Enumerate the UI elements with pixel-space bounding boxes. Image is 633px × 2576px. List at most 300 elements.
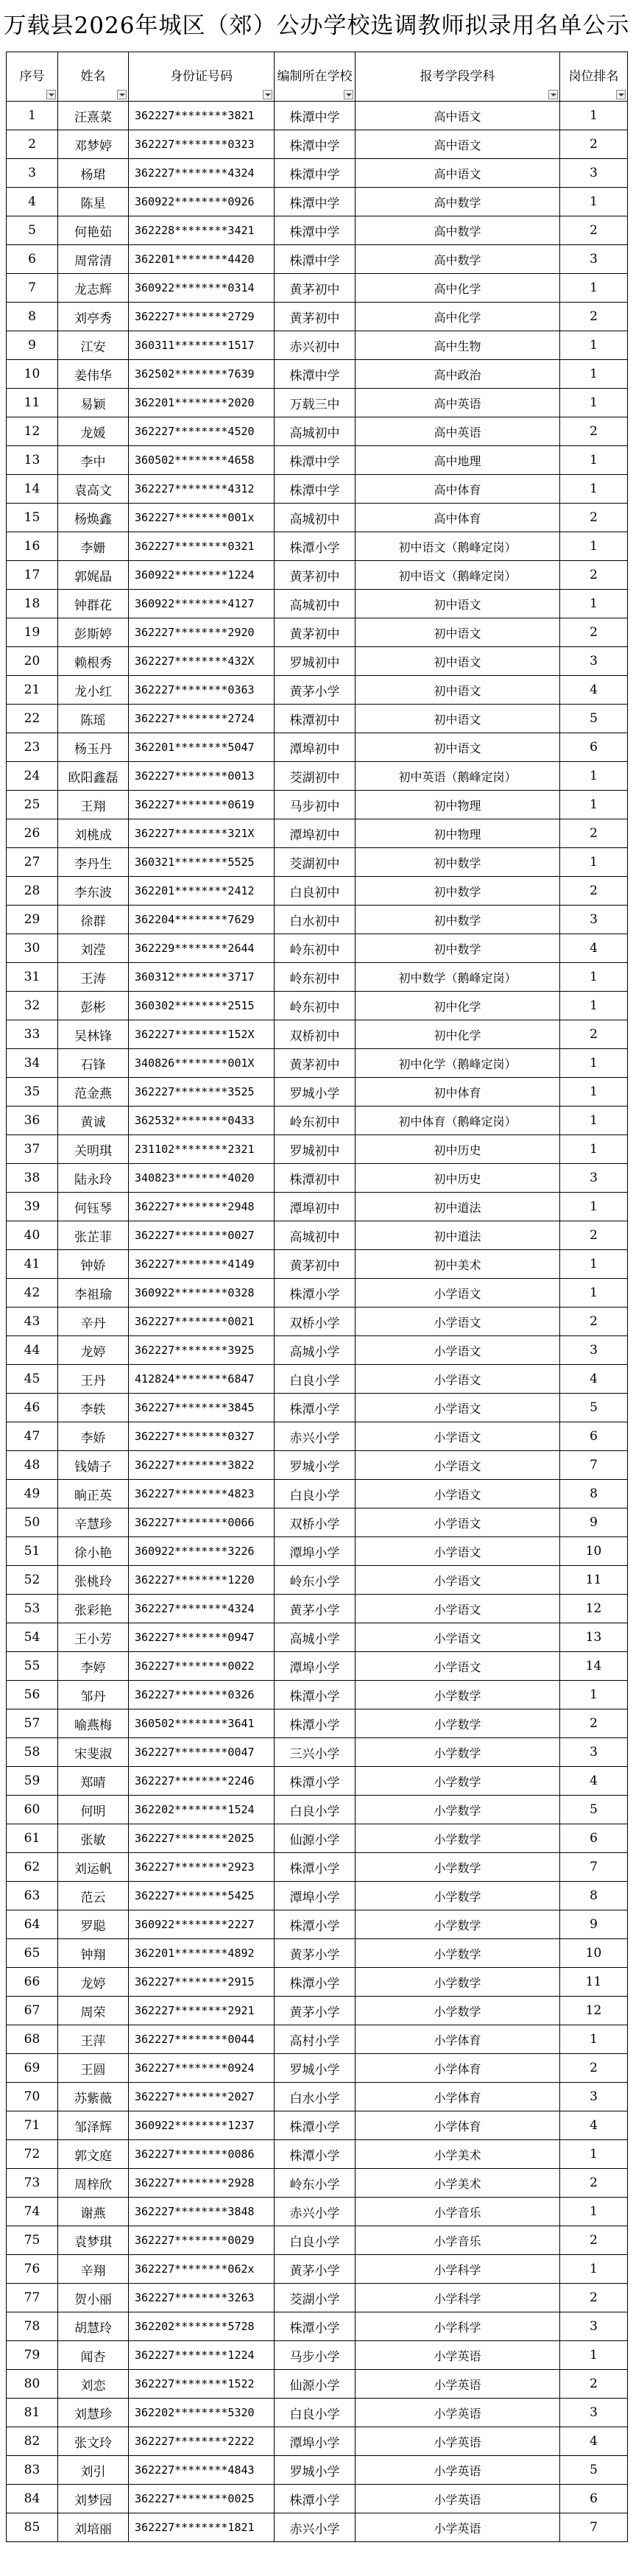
cell-seq: 10 bbox=[7, 360, 58, 389]
cell-name: 刘运帆 bbox=[58, 1853, 129, 1882]
cell-rank: 1 bbox=[560, 331, 628, 360]
table-row bbox=[7, 2255, 628, 2284]
cell-subject: 初中数学 bbox=[356, 848, 560, 877]
cell-id: 362227********2948 bbox=[129, 1193, 275, 1221]
cell-rank: 8 bbox=[560, 1882, 628, 1910]
cell-id: 362227********3848 bbox=[129, 2198, 275, 2226]
cell-subject: 小学体育 bbox=[356, 2083, 560, 2111]
cell-school: 潭埠初中 bbox=[275, 1193, 356, 1221]
table-row bbox=[7, 1767, 628, 1796]
filter-dropdown-icon[interactable] bbox=[616, 90, 626, 99]
cell-seq: 69 bbox=[7, 2054, 58, 2083]
cell-seq: 35 bbox=[7, 1078, 58, 1107]
cell-subject: 高中数学 bbox=[356, 245, 560, 274]
table-row bbox=[7, 1738, 628, 1767]
cell-name: 张敏 bbox=[58, 1824, 129, 1853]
table-row bbox=[7, 2284, 628, 2312]
cell-subject: 初中历史 bbox=[356, 1135, 560, 1164]
cell-name: 龙志辉 bbox=[58, 274, 129, 303]
cell-school: 株潭初中 bbox=[275, 705, 356, 733]
cell-subject: 小学语文 bbox=[356, 1537, 560, 1566]
cell-subject: 高中语文 bbox=[356, 102, 560, 130]
cell-seq: 71 bbox=[7, 2111, 58, 2140]
cell-subject: 小学体育 bbox=[356, 2025, 560, 2054]
cell-rank: 3 bbox=[560, 647, 628, 676]
cell-school: 黄茅小学 bbox=[275, 1595, 356, 1623]
cell-school: 株潭小学 bbox=[275, 1853, 356, 1882]
cell-id: 362227********4843 bbox=[129, 2456, 275, 2485]
cell-rank: 2 bbox=[560, 2054, 628, 2083]
cell-seq: 55 bbox=[7, 1652, 58, 1681]
cell-rank: 8 bbox=[560, 1480, 628, 1508]
cell-subject: 初中数学 bbox=[356, 906, 560, 934]
cell-seq: 78 bbox=[7, 2312, 58, 2341]
table-row bbox=[7, 389, 628, 417]
table-row bbox=[7, 1824, 628, 1853]
cell-subject: 初中化学 bbox=[356, 992, 560, 1020]
cell-seq: 17 bbox=[7, 561, 58, 590]
cell-name: 郑晴 bbox=[58, 1767, 129, 1796]
cell-seq: 45 bbox=[7, 1365, 58, 1394]
cell-subject: 高中语文 bbox=[356, 159, 560, 188]
cell-id: 362227********1220 bbox=[129, 1566, 275, 1595]
cell-rank: 1 bbox=[560, 590, 628, 618]
cell-name: 谢燕 bbox=[58, 2198, 129, 2226]
header-rank-label: 岗位排名 bbox=[568, 69, 619, 84]
cell-id: 362227********4312 bbox=[129, 475, 275, 504]
table-row bbox=[7, 1365, 628, 1394]
cell-name: 刘培丽 bbox=[58, 2513, 129, 2542]
cell-school: 岭东初中 bbox=[275, 1107, 356, 1135]
cell-seq: 65 bbox=[7, 1939, 58, 1968]
cell-school: 潭埠初中 bbox=[275, 819, 356, 848]
cell-subject: 初中道法 bbox=[356, 1221, 560, 1250]
table-row bbox=[7, 1078, 628, 1107]
cell-rank: 1 bbox=[560, 2025, 628, 2054]
cell-seq: 31 bbox=[7, 963, 58, 992]
table-row bbox=[7, 417, 628, 446]
cell-school: 高城初中 bbox=[275, 1221, 356, 1250]
cell-name: 李中 bbox=[58, 446, 129, 475]
table-row bbox=[7, 2169, 628, 2198]
cell-rank: 6 bbox=[560, 1824, 628, 1853]
cell-subject: 初中语文 bbox=[356, 618, 560, 647]
cell-name: 晌正英 bbox=[58, 1480, 129, 1508]
header-seq bbox=[7, 52, 58, 102]
cell-name: 赖根秀 bbox=[58, 647, 129, 676]
cell-school: 白良小学 bbox=[275, 1480, 356, 1508]
cell-subject: 高中体育 bbox=[356, 504, 560, 532]
cell-school: 黄茅小学 bbox=[275, 2255, 356, 2284]
cell-rank: 1 bbox=[560, 188, 628, 216]
cell-school: 高城小学 bbox=[275, 1623, 356, 1652]
cell-id: 362227********0326 bbox=[129, 1681, 275, 1709]
header-subject bbox=[356, 52, 560, 102]
cell-id: 362227********0363 bbox=[129, 676, 275, 705]
filter-dropdown-icon[interactable] bbox=[117, 90, 127, 99]
cell-name: 王丹 bbox=[58, 1365, 129, 1394]
cell-rank: 1 bbox=[560, 963, 628, 992]
cell-seq: 60 bbox=[7, 1796, 58, 1824]
cell-subject: 小学数学 bbox=[356, 1910, 560, 1939]
cell-name: 张彩艳 bbox=[58, 1595, 129, 1623]
table-row bbox=[7, 331, 628, 360]
cell-seq: 85 bbox=[7, 2513, 58, 2542]
cell-rank: 2 bbox=[560, 1221, 628, 1250]
cell-rank: 1 bbox=[560, 848, 628, 877]
cell-id: 362227********2729 bbox=[129, 303, 275, 331]
filter-dropdown-icon[interactable] bbox=[344, 90, 353, 99]
cell-seq: 48 bbox=[7, 1451, 58, 1480]
table-row bbox=[7, 992, 628, 1020]
cell-id: 362227********2921 bbox=[129, 1997, 275, 2025]
cell-seq: 79 bbox=[7, 2341, 58, 2370]
cell-rank: 3 bbox=[560, 245, 628, 274]
cell-school: 茭湖初中 bbox=[275, 762, 356, 791]
cell-name: 龙媛 bbox=[58, 417, 129, 446]
cell-id: 362227********2923 bbox=[129, 1853, 275, 1882]
cell-name: 王涛 bbox=[58, 963, 129, 992]
header-seq-label: 序号 bbox=[19, 69, 45, 84]
table-row bbox=[7, 2341, 628, 2370]
cell-subject: 初中化学（鹅峰定岗） bbox=[356, 1049, 560, 1078]
cell-id: 362227********4823 bbox=[129, 1480, 275, 1508]
table-row bbox=[7, 216, 628, 245]
cell-rank: 14 bbox=[560, 1652, 628, 1681]
cell-seq: 75 bbox=[7, 2226, 58, 2255]
table-row bbox=[7, 1508, 628, 1537]
cell-school: 株潭小学 bbox=[275, 2140, 356, 2169]
cell-id: 360922********1237 bbox=[129, 2111, 275, 2140]
cell-subject: 小学数学 bbox=[356, 1796, 560, 1824]
cell-id: 362227********0323 bbox=[129, 130, 275, 159]
cell-rank: 2 bbox=[560, 2370, 628, 2399]
cell-rank: 11 bbox=[560, 1968, 628, 1997]
cell-rank: 2 bbox=[560, 303, 628, 331]
cell-rank: 1 bbox=[560, 102, 628, 130]
cell-name: 袁梦琪 bbox=[58, 2226, 129, 2255]
cell-name: 刘滢 bbox=[58, 934, 129, 963]
cell-school: 双桥小学 bbox=[275, 1508, 356, 1537]
cell-school: 高城初中 bbox=[275, 417, 356, 446]
cell-seq: 63 bbox=[7, 1882, 58, 1910]
table-row bbox=[7, 1910, 628, 1939]
table-row bbox=[7, 848, 628, 877]
cell-rank: 4 bbox=[560, 934, 628, 963]
cell-seq: 24 bbox=[7, 762, 58, 791]
cell-school: 赤兴小学 bbox=[275, 2513, 356, 2542]
cell-subject: 小学数学 bbox=[356, 1939, 560, 1968]
cell-school: 白良初中 bbox=[275, 877, 356, 906]
cell-subject: 初中语文（鹅峰定岗） bbox=[356, 532, 560, 561]
cell-id: 360311********1517 bbox=[129, 331, 275, 360]
cell-seq: 22 bbox=[7, 705, 58, 733]
cell-subject: 小学语文 bbox=[356, 1308, 560, 1336]
cell-school: 白良小学 bbox=[275, 1365, 356, 1394]
cell-school: 岭东小学 bbox=[275, 2169, 356, 2198]
cell-name: 闻杏 bbox=[58, 2341, 129, 2370]
cell-rank: 1 bbox=[560, 2341, 628, 2370]
cell-subject: 初中历史 bbox=[356, 1164, 560, 1193]
cell-seq: 68 bbox=[7, 2025, 58, 2054]
cell-school: 万载三中 bbox=[275, 389, 356, 417]
cell-name: 宋斐淑 bbox=[58, 1738, 129, 1767]
cell-rank: 6 bbox=[560, 733, 628, 762]
cell-id: 362227********152X bbox=[129, 1020, 275, 1049]
cell-subject: 高中化学 bbox=[356, 274, 560, 303]
table-row bbox=[7, 1968, 628, 1997]
cell-seq: 46 bbox=[7, 1394, 58, 1422]
cell-name: 何钰琴 bbox=[58, 1193, 129, 1221]
cell-name: 苏紫薇 bbox=[58, 2083, 129, 2111]
cell-id: 362202********1524 bbox=[129, 1796, 275, 1824]
cell-rank: 3 bbox=[560, 1738, 628, 1767]
cell-school: 白良小学 bbox=[275, 2226, 356, 2255]
cell-school: 株潭小学 bbox=[275, 2111, 356, 2140]
cell-rank: 1 bbox=[560, 2255, 628, 2284]
cell-id: 362227********3821 bbox=[129, 102, 275, 130]
cell-id: 362227********0044 bbox=[129, 2025, 275, 2054]
cell-id: 362227********432X bbox=[129, 647, 275, 676]
cell-id: 362227********001x bbox=[129, 504, 275, 532]
cell-seq: 64 bbox=[7, 1910, 58, 1939]
cell-id: 362227********2915 bbox=[129, 1968, 275, 1997]
cell-name: 李婷 bbox=[58, 1652, 129, 1681]
cell-seq: 77 bbox=[7, 2284, 58, 2312]
cell-name: 钟娇 bbox=[58, 1250, 129, 1279]
cell-id: 362227********0924 bbox=[129, 2054, 275, 2083]
table-row bbox=[7, 2312, 628, 2341]
cell-subject: 初中物理 bbox=[356, 791, 560, 819]
cell-id: 362227********2246 bbox=[129, 1767, 275, 1796]
cell-name: 易颖 bbox=[58, 389, 129, 417]
cell-rank: 2 bbox=[560, 877, 628, 906]
cell-name: 贺小丽 bbox=[58, 2284, 129, 2312]
cell-id: 362228********3421 bbox=[129, 216, 275, 245]
cell-seq: 58 bbox=[7, 1738, 58, 1767]
table-row bbox=[7, 130, 628, 159]
cell-seq: 34 bbox=[7, 1049, 58, 1078]
table-row bbox=[7, 1422, 628, 1451]
cell-id: 340826********001X bbox=[129, 1049, 275, 1078]
cell-seq: 8 bbox=[7, 303, 58, 331]
cell-name: 王翔 bbox=[58, 791, 129, 819]
cell-id: 362227********0022 bbox=[129, 1652, 275, 1681]
cell-school: 株潭小学 bbox=[275, 1968, 356, 1997]
table-row bbox=[7, 934, 628, 963]
cell-seq: 36 bbox=[7, 1107, 58, 1135]
cell-subject: 小学数学 bbox=[356, 1767, 560, 1796]
cell-rank: 3 bbox=[560, 1336, 628, 1365]
cell-school: 赤兴初中 bbox=[275, 331, 356, 360]
cell-seq: 52 bbox=[7, 1566, 58, 1595]
cell-rank: 1 bbox=[560, 475, 628, 504]
cell-id: 362202********5320 bbox=[129, 2399, 275, 2427]
cell-rank: 4 bbox=[560, 1365, 628, 1394]
filter-dropdown-icon[interactable] bbox=[46, 90, 56, 99]
cell-rank: 1 bbox=[560, 446, 628, 475]
cell-school: 高城初中 bbox=[275, 590, 356, 618]
cell-name: 张文玲 bbox=[58, 2427, 129, 2456]
cell-seq: 14 bbox=[7, 475, 58, 504]
cell-school: 黄茅小学 bbox=[275, 1997, 356, 2025]
cell-id: 362227********4149 bbox=[129, 1250, 275, 1279]
cell-name: 张芷菲 bbox=[58, 1221, 129, 1250]
cell-id: 362532********0433 bbox=[129, 1107, 275, 1135]
cell-subject: 初中数学（鹅峰定岗） bbox=[356, 963, 560, 992]
table-row bbox=[7, 1681, 628, 1709]
cell-id: 362227********0013 bbox=[129, 762, 275, 791]
cell-subject: 小学数学 bbox=[356, 1681, 560, 1709]
cell-rank: 2 bbox=[560, 561, 628, 590]
cell-id: 362227********2920 bbox=[129, 618, 275, 647]
table-row bbox=[7, 1451, 628, 1480]
cell-rank: 2 bbox=[560, 1020, 628, 1049]
cell-rank: 3 bbox=[560, 2312, 628, 2341]
cell-seq: 62 bbox=[7, 1853, 58, 1882]
cell-subject: 初中体育 bbox=[356, 1078, 560, 1107]
cell-rank: 13 bbox=[560, 1623, 628, 1652]
cell-rank: 1 bbox=[560, 762, 628, 791]
cell-name: 江安 bbox=[58, 331, 129, 360]
cell-school: 高村小学 bbox=[275, 2025, 356, 2054]
cell-school: 株潭小学 bbox=[275, 532, 356, 561]
cell-id: 362227********5425 bbox=[129, 1882, 275, 1910]
cell-subject: 小学语文 bbox=[356, 1595, 560, 1623]
cell-subject: 小学数学 bbox=[356, 1853, 560, 1882]
cell-subject: 小学数学 bbox=[356, 1997, 560, 2025]
cell-rank: 1 bbox=[560, 360, 628, 389]
cell-name: 辛翔 bbox=[58, 2255, 129, 2284]
table-row bbox=[7, 1221, 628, 1250]
cell-rank: 12 bbox=[560, 1595, 628, 1623]
cell-rank: 1 bbox=[560, 389, 628, 417]
cell-school: 马步初中 bbox=[275, 791, 356, 819]
cell-rank: 2 bbox=[560, 417, 628, 446]
cell-id: 360502********4658 bbox=[129, 446, 275, 475]
cell-subject: 小学英语 bbox=[356, 2370, 560, 2399]
cell-rank: 2 bbox=[560, 2226, 628, 2255]
table-row bbox=[7, 1164, 628, 1193]
table-row bbox=[7, 733, 628, 762]
cell-rank: 7 bbox=[560, 1853, 628, 1882]
cell-subject: 小学体育 bbox=[356, 2111, 560, 2140]
cell-seq: 30 bbox=[7, 934, 58, 963]
cell-school: 罗城小学 bbox=[275, 2054, 356, 2083]
cell-school: 黄茅初中 bbox=[275, 303, 356, 331]
filter-dropdown-icon[interactable] bbox=[548, 90, 558, 99]
cell-name: 刘亭秀 bbox=[58, 303, 129, 331]
cell-school: 岭东小学 bbox=[275, 1566, 356, 1595]
cell-seq: 41 bbox=[7, 1250, 58, 1279]
cell-subject: 初中美术 bbox=[356, 1250, 560, 1279]
cell-name: 张桃玲 bbox=[58, 1566, 129, 1595]
cell-id: 362227********2222 bbox=[129, 2427, 275, 2456]
cell-name: 陈瑶 bbox=[58, 705, 129, 733]
table-row bbox=[7, 1394, 628, 1422]
cell-rank: 9 bbox=[560, 1910, 628, 1939]
cell-seq: 7 bbox=[7, 274, 58, 303]
cell-rank: 1 bbox=[560, 992, 628, 1020]
cell-seq: 44 bbox=[7, 1336, 58, 1365]
cell-school: 白良小学 bbox=[275, 2399, 356, 2427]
cell-name: 姜伟华 bbox=[58, 360, 129, 389]
cell-seq: 37 bbox=[7, 1135, 58, 1164]
table-row bbox=[7, 504, 628, 532]
cell-seq: 57 bbox=[7, 1709, 58, 1738]
cell-name: 刘慧珍 bbox=[58, 2399, 129, 2427]
cell-seq: 43 bbox=[7, 1308, 58, 1336]
table-row bbox=[7, 245, 628, 274]
cell-school: 双桥小学 bbox=[275, 1308, 356, 1336]
cell-subject: 高中生物 bbox=[356, 331, 560, 360]
cell-school: 株潭小学 bbox=[275, 2485, 356, 2513]
cell-seq: 39 bbox=[7, 1193, 58, 1221]
table-body bbox=[7, 102, 628, 2542]
cell-school: 白良小学 bbox=[275, 1796, 356, 1824]
cell-id: 360502********3641 bbox=[129, 1709, 275, 1738]
cell-subject: 小学语文 bbox=[356, 1451, 560, 1480]
table-row bbox=[7, 303, 628, 331]
cell-rank: 2 bbox=[560, 130, 628, 159]
cell-id: 362227********4324 bbox=[129, 1595, 275, 1623]
table-row bbox=[7, 2025, 628, 2054]
table-row bbox=[7, 906, 628, 934]
cell-rank: 9 bbox=[560, 1508, 628, 1537]
cell-rank: 2 bbox=[560, 618, 628, 647]
cell-name: 王小芳 bbox=[58, 1623, 129, 1652]
header-school-label: 编制所在学校 bbox=[277, 69, 353, 84]
cell-name: 徐小艳 bbox=[58, 1537, 129, 1566]
cell-school: 株潭小学 bbox=[275, 2312, 356, 2341]
table-row bbox=[7, 102, 628, 130]
cell-name: 周荣 bbox=[58, 1997, 129, 2025]
cell-id: 362227********0619 bbox=[129, 791, 275, 819]
cell-id: 362227********2928 bbox=[129, 2169, 275, 2198]
cell-subject: 小学数学 bbox=[356, 1968, 560, 1997]
table-row bbox=[7, 2513, 628, 2542]
cell-rank: 3 bbox=[560, 159, 628, 188]
cell-id: 362227********3822 bbox=[129, 1451, 275, 1480]
cell-name: 郭娓晶 bbox=[58, 561, 129, 590]
filter-dropdown-icon[interactable] bbox=[263, 90, 272, 99]
cell-school: 株潭初中 bbox=[275, 1164, 356, 1193]
cell-name: 罗聪 bbox=[58, 1910, 129, 1939]
cell-subject: 高中地理 bbox=[356, 446, 560, 475]
cell-seq: 49 bbox=[7, 1480, 58, 1508]
cell-id: 362227********0029 bbox=[129, 2226, 275, 2255]
cell-seq: 29 bbox=[7, 906, 58, 934]
cell-id: 362227********321X bbox=[129, 819, 275, 848]
cell-id: 362202********5728 bbox=[129, 2312, 275, 2341]
cell-school: 株潭中学 bbox=[275, 475, 356, 504]
cell-subject: 高中语文 bbox=[356, 130, 560, 159]
cell-name: 李东波 bbox=[58, 877, 129, 906]
cell-subject: 高中英语 bbox=[356, 417, 560, 446]
cell-rank: 5 bbox=[560, 2456, 628, 2485]
cell-seq: 47 bbox=[7, 1422, 58, 1451]
cell-seq: 1 bbox=[7, 102, 58, 130]
cell-name: 李娇 bbox=[58, 1422, 129, 1451]
cell-id: 362227********3845 bbox=[129, 1394, 275, 1422]
cell-school: 黄茅小学 bbox=[275, 676, 356, 705]
table-row bbox=[7, 2226, 628, 2255]
header-name bbox=[58, 52, 129, 102]
table-row bbox=[7, 1107, 628, 1135]
cell-name: 刘桃成 bbox=[58, 819, 129, 848]
cell-seq: 11 bbox=[7, 389, 58, 417]
cell-rank: 2 bbox=[560, 2284, 628, 2312]
